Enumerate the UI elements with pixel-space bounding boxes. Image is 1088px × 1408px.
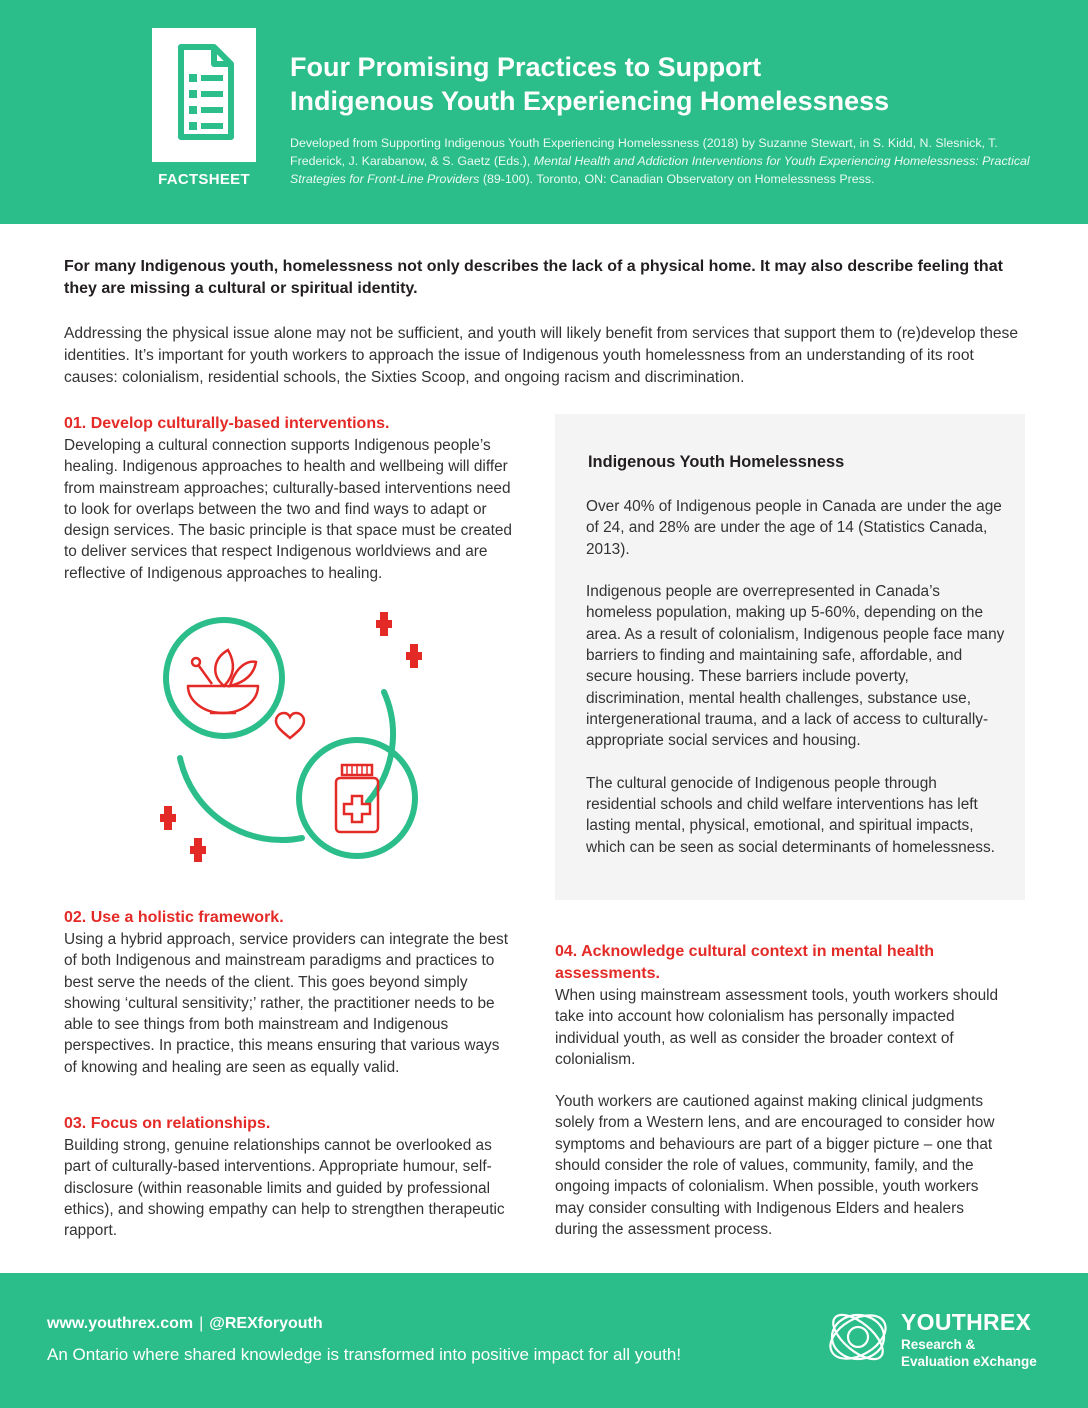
section-01-body: Developing a cultural connection supports Indigenous people’s healing. Indigenous approaches to health and wellbeing will differ from mainstream approaches; culturally-based interventions need to look for overlaps between the two and find ways to adapt or design services. The basic principle is that space must be created to deliver services that respect Indigenous worldviews and are reflective of Indigenous approaches to healing. — [64, 437, 512, 582]
page-title — [290, 50, 1050, 118]
logo-wordmark: YOUTHREX — [901, 1309, 1032, 1335]
section-03 — [64, 1113, 514, 1241]
citation-text-1: Developed from Supporting Indigenous Youth Experiencing Homelessness (2018) by Suzanne Stewart, in S. Kidd, N. Slesnick, T. Frederick, J. Karabanow, & S. Gaetz (Eds.), — [290, 136, 998, 168]
title-line-2: Indigenous Youth Experiencing Homelessness — [290, 86, 890, 116]
section-02 — [64, 907, 514, 1078]
section-03-body: Building strong, genuine relationships cannot be overlooked as part of culturally-based interventions. Appropriate humour, self-disclosure (within reasonable limits and guided by professional ethics), and showing empathy can help to strengthen therapeutic rapport. — [64, 1137, 505, 1240]
herb-bowl-icon — [166, 620, 282, 736]
citation-book-title: Mental Health and Addiction Interventions for Youth Experiencing Homelessness: Practical Strategies for Front-Line Providers — [290, 154, 1030, 186]
document-list-icon — [176, 44, 234, 140]
sidebar-body — [586, 496, 1006, 858]
logo-subtitle-line-2: Evaluation eXchange — [901, 1353, 1037, 1369]
section-01-heading: 01. Develop culturally-based interventions. — [64, 415, 390, 432]
section-01 — [64, 413, 524, 584]
logo-subtitle-line-1: Research & — [901, 1337, 976, 1352]
logo-subtitle — [901, 1337, 1037, 1370]
youthrex-logo-mark — [823, 1303, 893, 1371]
twitter-handle-link[interactable]: @REXforyouth — [209, 1315, 323, 1332]
intro-body: Addressing the physical issue alone may not be sufficient, and youth will likely benefit from services that support them to (re)develop these identities. It’s important for youth workers to approach the issue of Indigenous youth homelessness from an understanding of its root causes: colonialism, residential schools, the Sixties Scoop, and ongoing racism and discrimination. — [64, 325, 1019, 386]
sidebar-paragraph-2: Indigenous people are overrepresented in Canada’s homeless population, making up 5-60%, depending on the area. As a result of colonialism, Indigenous people face many barriers to finding and maintaining safe, affordable, and secure housing. These barriers include poverty, discrimination, mental health challenges, substance use, intergenerational trauma, and a lack of access to culturally-appropriate social services and housing. — [586, 583, 1005, 750]
website-link[interactable]: www.youthrex.com — [47, 1315, 194, 1332]
section-04-heading: 04. Acknowledge cultural context in mental health assessments. — [555, 943, 935, 982]
factsheet-label: FACTSHEET — [152, 162, 256, 198]
section-04-paragraph-1: When using mainstream assessment tools, youth workers should take into account how colonialism has personally impacted individual youth, as well as consider the broader context of colonialism. — [555, 987, 999, 1068]
section-04-body — [555, 985, 1005, 1240]
medicine-herbs-illustration — [150, 606, 440, 876]
sidebar-paragraph-3: The cultural genocide of Indigenous people through residential schools and child welfare interventions has left lasting mental, physical, emotional, and spiritual impacts, which can be seen as social determinants of homelessness. — [586, 774, 995, 856]
heart-icon — [276, 713, 304, 738]
section-03-heading: 03. Focus on relationships. — [64, 1115, 271, 1132]
title-line-1: Four Promising Practices to Support — [290, 52, 762, 82]
section-04-paragraph-2: Youth workers are cautioned against making clinical judgments solely from a Western lens, and are encouraged to consider how symptoms and behaviours are part of a bigger picture – one that should consider the role of values, community, family, and the ongoing impacts of colonialism. When possible, youth workers may consider consulting with Indigenous Elders and healers during the assessment process. — [555, 1093, 995, 1238]
section-02-heading: 02. Use a holistic framework. — [64, 909, 284, 926]
intro-lead: For many Indigenous youth, homelessness not only describes the lack of a physical home. It may also describe feeling that they are missing a cultural or spiritual identity. — [64, 258, 1003, 297]
sidebar-paragraph-1: Over 40% of Indigenous people in Canada are under the age of 24, and 28% are under the age of 14 (Statistics Canada, 2013). — [586, 498, 1002, 558]
footer-tagline: An Ontario where shared knowledge is transformed into positive impact for all youth! — [47, 1345, 682, 1364]
citation-text-2: (89-100). Toronto, ON: Canadian Observatory on Homelessness Press. — [479, 172, 875, 186]
medicine-bottle-icon — [299, 740, 415, 856]
section-04 — [555, 941, 1005, 1240]
footer-separator: | — [199, 1315, 204, 1332]
section-02-body: Using a hybrid approach, service providers can integrate the best of both Indigenous and mainstream paradigms and practices to best serve the needs of the client. This goes beyond simply showing ‘cultural sensitivity;’ rather, the practitioner needs to be able to see things from both mainstream and Indigenous perspectives. In practice, this means ensuring that various ways of knowing and healing are seen as equally valid. — [64, 931, 509, 1076]
source-citation — [290, 134, 1050, 188]
sidebar-title: Indigenous Youth Homelessness — [588, 453, 845, 471]
footer-links — [47, 1313, 323, 1335]
